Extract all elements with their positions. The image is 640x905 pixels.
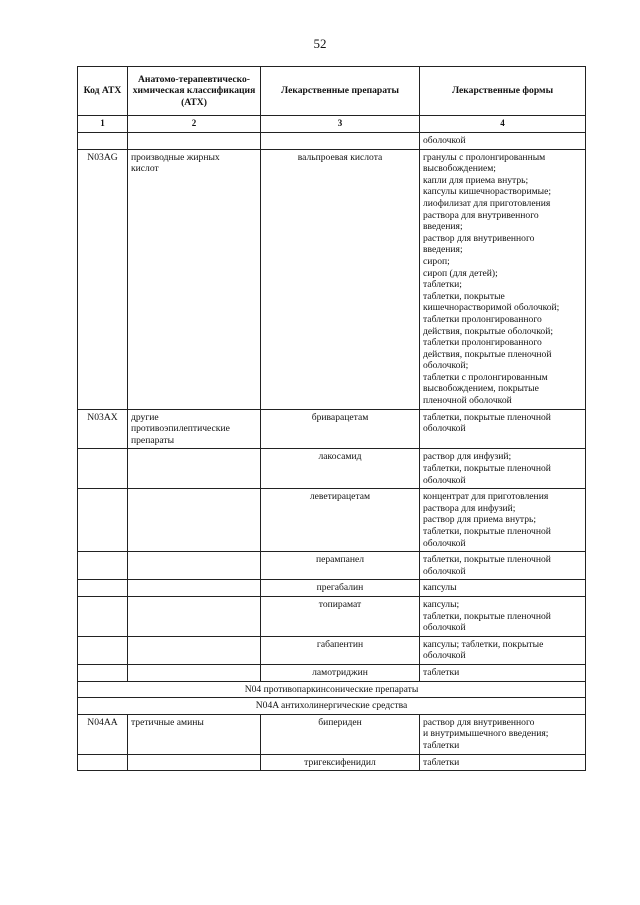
empty-cell — [78, 489, 128, 552]
atc-class: производные жирных кислот — [128, 149, 261, 409]
dosage-forms: таблетки, покрытые пленочной оболочкой — [420, 409, 586, 449]
table-row — [78, 754, 586, 771]
table-row — [78, 580, 586, 597]
dosage-forms: таблетки, покрытые пленочной оболочкой — [420, 552, 586, 580]
empty-cell — [78, 580, 128, 597]
table-row — [78, 449, 586, 489]
column-number: 2 — [128, 116, 261, 133]
drug-name: вальпроевая кислота — [261, 149, 420, 409]
header-row — [78, 67, 586, 116]
atc-table — [77, 66, 586, 771]
table-row — [78, 489, 586, 552]
atc-class: третичные амины — [128, 714, 261, 754]
empty-cell — [128, 449, 261, 489]
dosage-forms: гранулы с пролонгированным высвобождением; капли для приема внутрь; капсулы кишечнорастворимые; лиофилизат для приготовления раствора для внутривенного введения; раствор для внутривенного введения; сироп; сироп (для детей); таблетки; таблетки, покрытые кишечнорастворимой оболочкой; таблетки пролонгированного действия, покрытые оболочкой; таблетки пролонгированного действия, покрытые пленочной оболочкой; таблетки с пролонгированным высвобождением, покрытые пленочной оболочкой — [420, 149, 586, 409]
table-row — [78, 149, 586, 409]
table-row — [78, 664, 586, 681]
drug-name: бриварацетам — [261, 409, 420, 449]
table-row — [78, 409, 586, 449]
atc-code: N03AG — [78, 149, 128, 409]
page-number: 52 — [313, 36, 327, 51]
column-number: 1 — [78, 116, 128, 133]
header-forms: Лекарственные формы — [420, 67, 586, 116]
drug-name: топирамат — [261, 596, 420, 636]
table-row — [78, 714, 586, 754]
table-row — [78, 636, 586, 664]
section-title: N04A антихолинергические средства — [78, 698, 586, 715]
empty-cell — [128, 754, 261, 771]
dosage-forms: капсулы — [420, 580, 586, 597]
dosage-forms: раствор для инфузий; таблетки, покрытые пленочной оболочкой — [420, 449, 586, 489]
empty-cell — [128, 636, 261, 664]
drug-name: прегабалин — [261, 580, 420, 597]
dosage-forms: капсулы; таблетки, покрытые оболочкой — [420, 636, 586, 664]
empty-cell — [128, 596, 261, 636]
empty-cell — [261, 133, 420, 150]
empty-cell — [78, 664, 128, 681]
drug-name: тригексифенидил — [261, 754, 420, 771]
column-number: 4 — [420, 116, 586, 133]
empty-cell — [128, 552, 261, 580]
empty-cell — [128, 664, 261, 681]
dosage-forms: концентрат для приготовления раствора для инфузий; раствор для приема внутрь; таблетки, покрытые пленочной оболочкой — [420, 489, 586, 552]
empty-cell — [78, 754, 128, 771]
empty-cell — [78, 552, 128, 580]
empty-cell — [78, 636, 128, 664]
column-number-row — [78, 116, 586, 133]
section-title: N04 противопаркинсонические препараты — [78, 681, 586, 698]
dosage-forms: таблетки — [420, 664, 586, 681]
dosage-forms: раствор для внутривенного и внутримышечного введения; таблетки — [420, 714, 586, 754]
header-code: Код АТХ — [78, 67, 128, 116]
column-number: 3 — [261, 116, 420, 133]
header-classification: Анатомо-терапевтическо-химическая классификация (АТХ) — [128, 67, 261, 116]
header-drugs: Лекарственные препараты — [261, 67, 420, 116]
section-row — [78, 698, 586, 715]
dosage-forms: таблетки — [420, 754, 586, 771]
drug-name: габапентин — [261, 636, 420, 664]
atc-code: N03AX — [78, 409, 128, 449]
section-row — [78, 681, 586, 698]
drug-name: перампанел — [261, 552, 420, 580]
empty-cell — [78, 596, 128, 636]
table-row — [78, 596, 586, 636]
atc-code: N04AA — [78, 714, 128, 754]
empty-cell — [128, 133, 261, 150]
empty-cell — [128, 489, 261, 552]
drug-name: бипериден — [261, 714, 420, 754]
dosage-forms: капсулы; таблетки, покрытые пленочной оболочкой — [420, 596, 586, 636]
drug-name: ламотриджин — [261, 664, 420, 681]
drug-name: лакосамид — [261, 449, 420, 489]
atc-class: другие противоэпилептические препараты — [128, 409, 261, 449]
table-row — [78, 133, 586, 150]
dosage-forms: оболочкой — [420, 133, 586, 150]
table-row — [78, 552, 586, 580]
drug-name: леветирацетам — [261, 489, 420, 552]
empty-cell — [78, 449, 128, 489]
empty-cell — [128, 580, 261, 597]
empty-cell — [78, 133, 128, 150]
